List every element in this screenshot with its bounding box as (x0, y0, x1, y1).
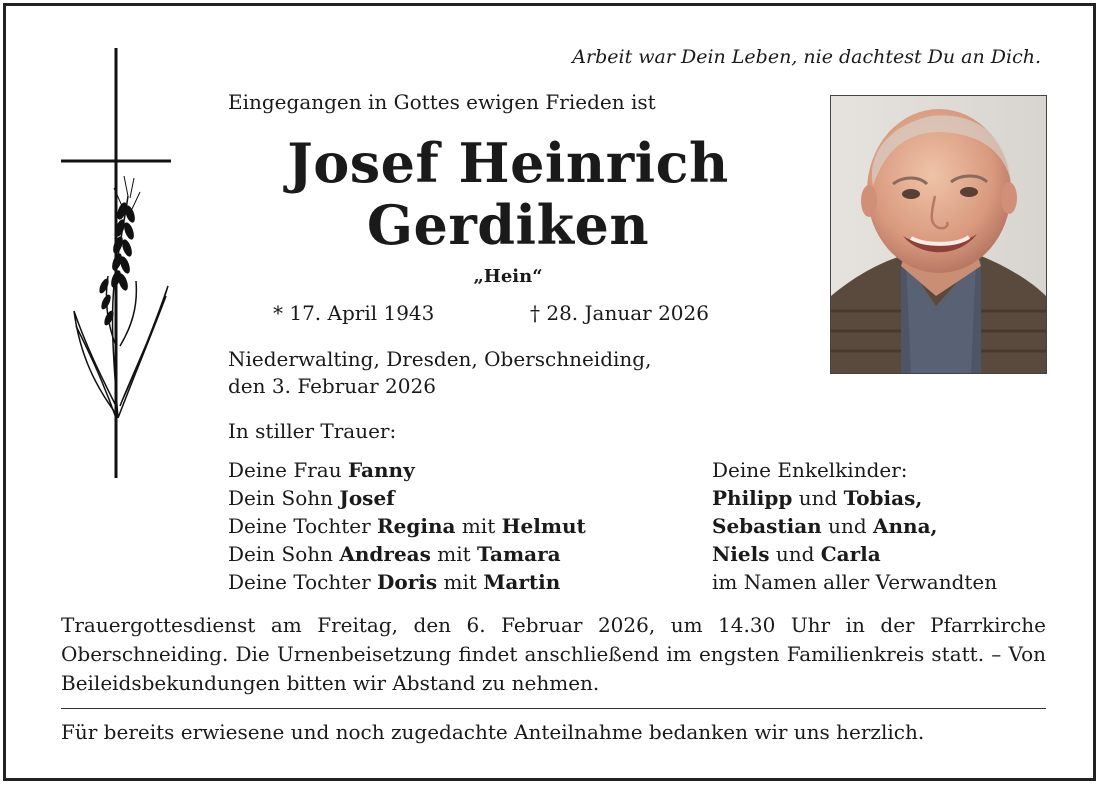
family-member: Dein Sohn Andreas mit Tamara (228, 542, 561, 566)
grandchildren-list (712, 456, 997, 596)
family-member: Deine Tochter Regina mit Helmut (228, 514, 586, 538)
grandchildren-pair: Sebastian und Anna, (712, 514, 938, 538)
place-and-date (228, 346, 788, 400)
portrait-photo (830, 95, 1047, 374)
place-line: Niederwalting, Dresden, Oberschneiding, (228, 347, 652, 371)
grandchildren-pair: Philipp und Tobias, (712, 486, 923, 510)
obituary-notice (3, 3, 1096, 781)
intro-text: Eingegangen in Gottes ewigen Frieden ist (228, 90, 656, 114)
grandchildren-heading: Deine Enkelkinder: (712, 458, 908, 482)
death-date: † 28. Januar 2026 (530, 301, 709, 325)
deceased-name-line1: Josef Heinrich (287, 131, 729, 195)
family-member: Deine Frau Fanny (228, 458, 415, 482)
deceased-name-line2: Gerdiken (366, 193, 650, 257)
divider (61, 708, 1046, 709)
birth-date: * 17. April 1943 (273, 301, 435, 325)
family-member: Deine Tochter Doris mit Martin (228, 570, 561, 594)
cross-with-wheat-icon (56, 46, 186, 486)
funeral-service-text: Trauergottesdienst am Freitag, den 6. Februar 2026, um 14.30 Uhr in der Pfarrkirche Oberschneiding. Die Urnenbeisetzung findet anschließend im engsten Familienkreis statt. – Von Beileidsbekundungen bitten wir Abstand zu nehmen. (61, 613, 1046, 695)
motto: Arbeit war Dein Leben, nie dachtest Du an Dich. (572, 46, 1041, 68)
relatives-line: im Namen aller Verwandten (712, 570, 998, 594)
thanks-text: Für bereits erwiesene und noch zugedachte Anteilnahme bedanken wir uns herzlich. (61, 720, 925, 744)
grandchildren-pair: Niels und Carla (712, 542, 881, 566)
mourners-heading: In stiller Trauer: (228, 419, 397, 443)
family-list (228, 456, 586, 596)
date-line: den 3. Februar 2026 (228, 374, 436, 398)
family-member: Dein Sohn Josef (228, 486, 395, 510)
nickname: „Hein“ (473, 266, 543, 287)
